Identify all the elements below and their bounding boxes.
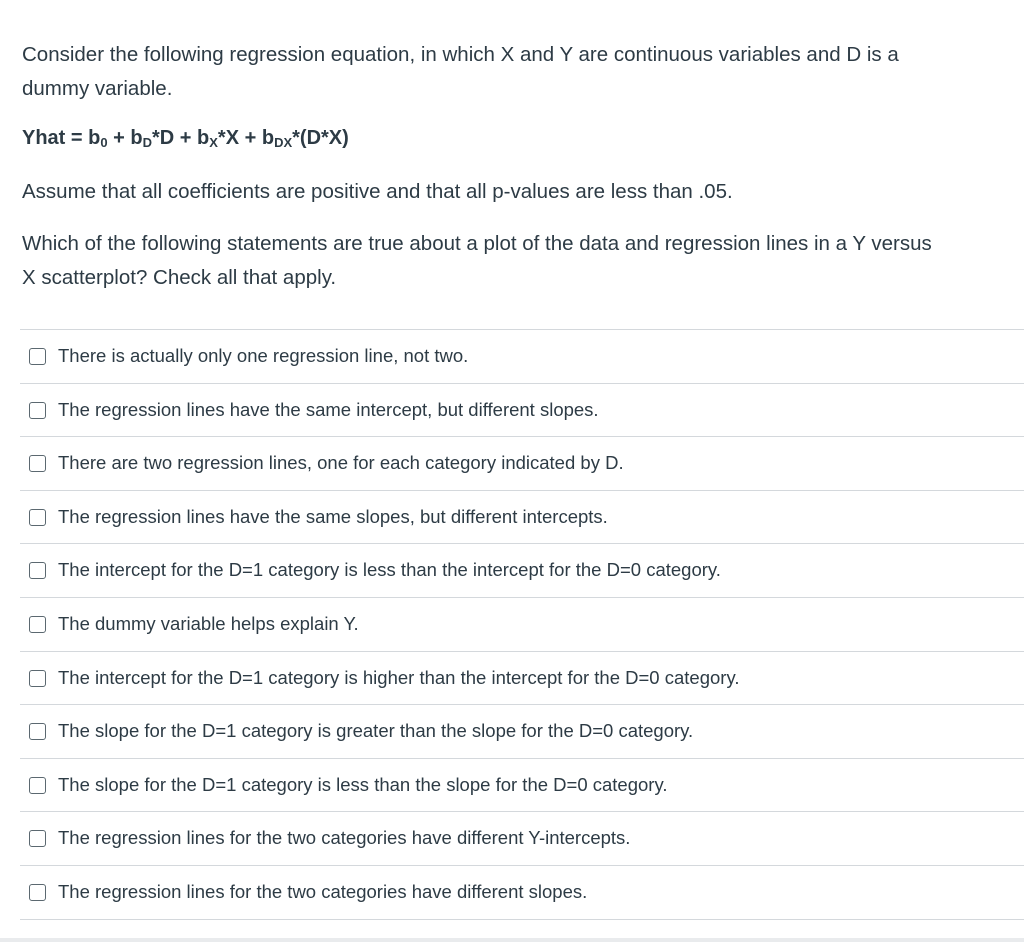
answer-checkbox[interactable] bbox=[29, 884, 46, 901]
question-prompt-line2: X scatterplot? Check all that apply. bbox=[22, 266, 337, 289]
answer-option[interactable] bbox=[20, 437, 1024, 491]
answer-option[interactable] bbox=[20, 598, 1024, 652]
equation-subscript: D bbox=[142, 135, 152, 150]
answer-checkbox[interactable] bbox=[29, 348, 46, 365]
answer-label[interactable]: The slope for the D=1 category is greater than the slope for the D=0 category. bbox=[58, 720, 694, 742]
equation-subscript: DX bbox=[274, 135, 293, 150]
answer-checkbox[interactable] bbox=[29, 830, 46, 847]
answer-label[interactable]: There are two regression lines, one for each category indicated by D. bbox=[58, 452, 624, 474]
answer-label[interactable]: The regression lines have the same slopes, but different intercepts. bbox=[58, 505, 608, 527]
equation-part: + b bbox=[107, 127, 143, 149]
regression-equation bbox=[22, 127, 349, 150]
answer-checkbox[interactable] bbox=[29, 455, 46, 472]
answer-option[interactable] bbox=[20, 705, 1024, 759]
answer-label[interactable]: The regression lines for the two categories have different slopes. bbox=[58, 880, 588, 902]
question-assumption: Assume that all coefficients are positive and that all p-values are less than .05. bbox=[22, 180, 733, 203]
equation-part: *X + b bbox=[217, 127, 275, 149]
answer-option[interactable] bbox=[20, 384, 1024, 438]
answer-label[interactable]: The regression lines have the same intercept, but different slopes. bbox=[58, 398, 599, 420]
answer-checkbox[interactable] bbox=[29, 616, 46, 633]
answer-option[interactable] bbox=[20, 330, 1024, 384]
answer-label[interactable]: The regression lines for the two categories have different Y-intercepts. bbox=[58, 827, 631, 849]
answer-option[interactable] bbox=[20, 812, 1024, 866]
answer-label[interactable]: The slope for the D=1 category is less than the slope for the D=0 category. bbox=[58, 773, 668, 795]
answer-option[interactable] bbox=[20, 652, 1024, 706]
answer-option[interactable] bbox=[20, 866, 1024, 920]
answer-checkbox[interactable] bbox=[29, 562, 46, 579]
question-prompt bbox=[22, 227, 1024, 295]
equation-part: Yhat = b bbox=[22, 127, 101, 149]
answer-checkbox[interactable] bbox=[29, 723, 46, 740]
answer-label[interactable]: The intercept for the D=1 category is less than the intercept for the D=0 category. bbox=[58, 559, 721, 581]
equation-subscript: X bbox=[209, 135, 218, 150]
answer-option[interactable] bbox=[20, 759, 1024, 813]
answer-checkbox[interactable] bbox=[29, 670, 46, 687]
question-intro bbox=[22, 38, 1024, 106]
question-prompt-line1: Which of the following statements are true about a plot of the data and regression lines in a Y versus bbox=[22, 232, 932, 255]
equation-subscript: 0 bbox=[100, 135, 108, 150]
equation-part: *(D*X) bbox=[292, 127, 349, 149]
answer-label[interactable]: The dummy variable helps explain Y. bbox=[58, 612, 359, 634]
question-intro-line1: Consider the following regression equation, in which X and Y are continuous variables and D is a bbox=[22, 43, 899, 66]
answer-list bbox=[20, 329, 1024, 920]
answer-checkbox[interactable] bbox=[29, 402, 46, 419]
answer-label[interactable]: There is actually only one regression line, not two. bbox=[58, 345, 469, 366]
equation-part: *D + b bbox=[152, 127, 210, 149]
bottom-divider bbox=[0, 938, 1024, 942]
answer-label[interactable]: The intercept for the D=1 category is higher than the intercept for the D=0 category. bbox=[58, 666, 740, 688]
answer-checkbox[interactable] bbox=[29, 777, 46, 794]
answer-option[interactable] bbox=[20, 491, 1024, 545]
question-intro-line2: dummy variable. bbox=[22, 77, 173, 100]
answer-checkbox[interactable] bbox=[29, 509, 46, 526]
answer-option[interactable] bbox=[20, 544, 1024, 598]
